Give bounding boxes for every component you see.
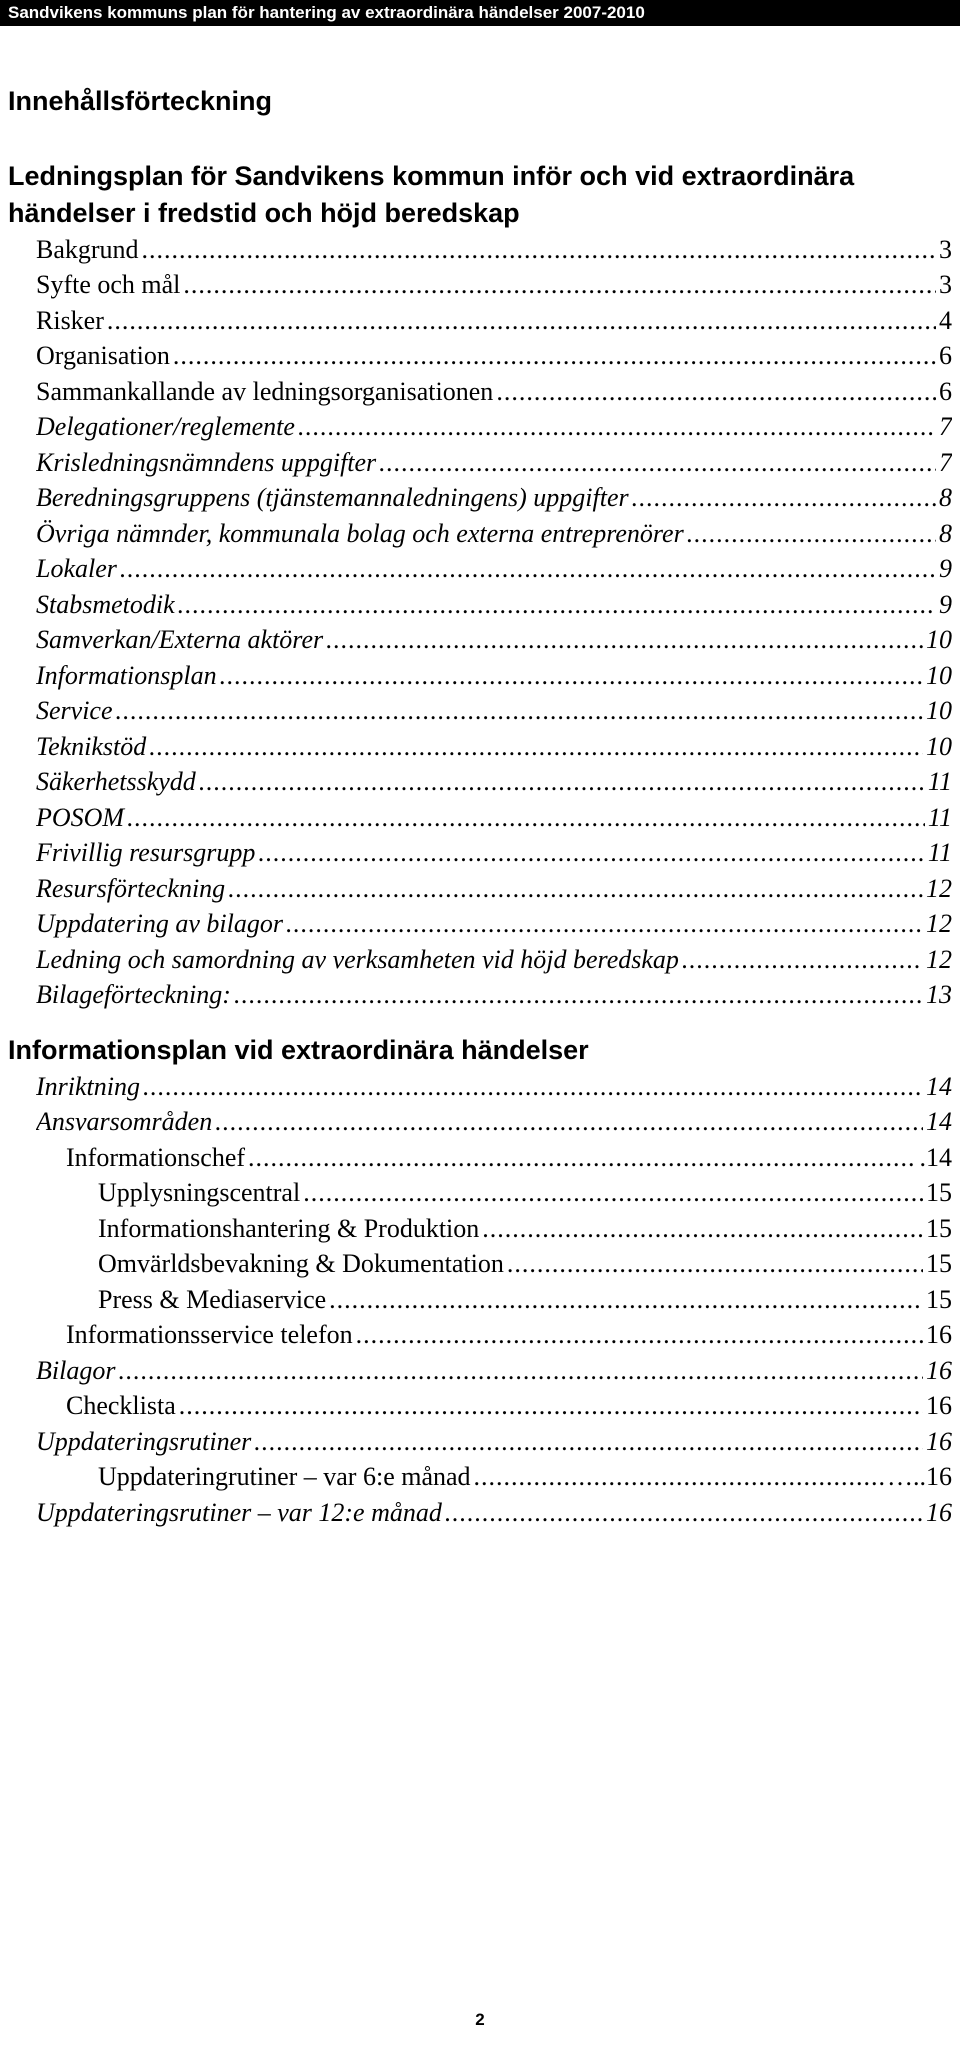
section-1-entry[interactable]: [36, 622, 952, 658]
toc-entry-page: 9: [939, 590, 952, 619]
toc-entry-page: 16: [926, 1356, 952, 1385]
section-2-entry[interactable]: [36, 1495, 952, 1531]
section-2-entry[interactable]: [66, 1140, 952, 1176]
section-1-entry[interactable]: [36, 977, 952, 1013]
toc-entry-title: Uppdateringsrutiner – var 12:e månad: [36, 1498, 442, 1527]
toc-entry-page: 16: [926, 1391, 952, 1420]
section-2-entry[interactable]: [98, 1282, 952, 1318]
toc-dot-leader: [116, 693, 923, 729]
section-2-entry[interactable]: [36, 1424, 952, 1460]
toc-entry-title: Upplysningscentral: [98, 1178, 301, 1207]
toc-entry-title: Frivillig resursgrupp: [36, 838, 256, 867]
toc-dot-leader: [445, 1495, 923, 1531]
toc-entry-title: Resursförteckning: [36, 874, 226, 903]
section-1-entry[interactable]: [36, 587, 952, 623]
toc-entry-page: .14: [919, 1143, 952, 1172]
toc-dot-leader: [118, 1353, 923, 1389]
toc-dot-leader: [379, 445, 936, 481]
section-1-entry[interactable]: [36, 693, 952, 729]
toc-entry-title: Stabsmetodik: [36, 590, 175, 619]
section-1-entry[interactable]: [36, 835, 952, 871]
section-1-entry[interactable]: [36, 729, 952, 765]
toc-entry-title: Bakgrund: [36, 235, 139, 264]
toc-dot-leader: [286, 906, 923, 942]
toc-entry-page: 12: [926, 945, 952, 974]
toc-entry-title: Uppdateringsrutiner: [36, 1427, 252, 1456]
toc-entry-page: 7: [939, 448, 952, 477]
section-2-entry[interactable]: [98, 1175, 952, 1211]
toc-dot-leader: [120, 551, 936, 587]
toc-entry-title: Bilageförteckning:: [36, 980, 231, 1009]
toc-entry-page: 15: [926, 1285, 952, 1314]
toc-dot-leader: [682, 942, 923, 978]
toc-entry-page: 13: [926, 980, 952, 1009]
toc-dot-leader: [474, 1459, 884, 1495]
section-1-entry[interactable]: [36, 942, 952, 978]
toc-entry-page: 16: [926, 1320, 952, 1349]
toc-entry-page: 10: [926, 661, 952, 690]
toc-entry-title: Uppdatering av bilagor: [36, 909, 283, 938]
section-2-entry[interactable]: [66, 1388, 952, 1424]
section-1-entry[interactable]: [36, 480, 952, 516]
section-1-entry[interactable]: [36, 267, 952, 303]
toc-entry-title: Informationsplan: [36, 661, 217, 690]
section-1-entry[interactable]: [36, 338, 952, 374]
toc-entry-page: 8: [939, 483, 952, 512]
toc-entry-title: Informationsservice telefon: [66, 1320, 353, 1349]
toc-entry-title: Delegationer/reglemente: [36, 412, 295, 441]
toc-entry-title: Uppdateringrutiner – var 6:e månad: [98, 1462, 471, 1491]
toc-entry-title: Omvärldsbevakning & Dokumentation: [98, 1249, 504, 1278]
toc-dot-leader: [127, 800, 925, 836]
toc-entry-page: 6: [939, 341, 952, 370]
toc-entry-page: 15: [926, 1178, 952, 1207]
toc-dot-leader: [215, 1104, 923, 1140]
section-2-title: Informationsplan vid extraordinära händelser: [8, 1035, 589, 1065]
section-2-entry[interactable]: [98, 1211, 952, 1247]
toc-entry-page: 9: [939, 554, 952, 583]
toc-entry-page: 10: [926, 732, 952, 761]
toc-entry-page: 7: [939, 412, 952, 441]
toc-entry-page: 6: [939, 377, 952, 406]
section-2-entry[interactable]: [36, 1104, 952, 1140]
toc-dot-leader: [298, 409, 936, 445]
section-1-title-line-2: händelser i fredstid och höjd beredskap: [8, 198, 520, 228]
toc-dot-leader: [199, 764, 925, 800]
toc-entry-title: Organisation: [36, 341, 170, 370]
toc-dot-leader: [179, 1388, 923, 1424]
section-1-entry[interactable]: [36, 445, 952, 481]
toc-dot-leader: [687, 516, 936, 552]
toc-entry-title: Sammankallande av ledningsorganisationen: [36, 377, 494, 406]
toc-dot-leader: [482, 1211, 923, 1247]
section-1-entry[interactable]: [36, 764, 952, 800]
toc-entry-page: 12: [926, 909, 952, 938]
toc-entry-title: Checklista: [66, 1391, 176, 1420]
toc-entry-page: 15: [926, 1214, 952, 1243]
running-header: Sandvikens kommuns plan för hantering av extraordinära händelser 2007-2010: [0, 0, 960, 26]
toc-entry-title: Samverkan/Externa aktörer: [36, 625, 324, 654]
toc-entry-page: 10: [926, 696, 952, 725]
toc-dot-leader: [248, 1140, 916, 1176]
toc-entry-title: Säkerhetsskydd: [36, 767, 196, 796]
toc-entry-page: 3: [939, 235, 952, 264]
toc-dot-leader: [303, 1175, 923, 1211]
toc-entry-page: 11: [927, 838, 952, 867]
toc-entry-page: 4: [939, 306, 952, 335]
toc-entry-page: …..16: [887, 1462, 952, 1491]
toc-entry-title: Informationschef: [66, 1143, 246, 1172]
section-1-entry[interactable]: [36, 871, 952, 907]
toc-dot-leader: [356, 1317, 923, 1353]
toc-entry-title: Service: [36, 696, 113, 725]
toc-entry-page: 11: [927, 803, 952, 832]
toc-dot-leader: [220, 658, 923, 694]
section-1-entry[interactable]: [36, 658, 952, 694]
toc-entry-page: 8: [939, 519, 952, 548]
toc-dot-leader: [107, 303, 936, 339]
section-2-entry[interactable]: [98, 1459, 952, 1495]
section-2-entry[interactable]: [36, 1353, 952, 1389]
toc-dot-leader: [143, 1069, 923, 1105]
toc-entry-title: POSOM: [36, 803, 125, 832]
toc-heading: Innehållsförteckning: [8, 86, 273, 116]
toc-entry-page: 16: [926, 1498, 952, 1527]
toc-dot-leader: [326, 622, 923, 658]
toc-entry-title: Övriga nämnder, kommunala bolag och externa entreprenörer: [36, 519, 684, 548]
toc-entry-title: Beredningsgruppens (tjänstemannaledningens) uppgifter: [36, 483, 629, 512]
toc-dot-leader: [329, 1282, 923, 1318]
toc-entry-title: Lokaler: [36, 554, 117, 583]
section-1-entry[interactable]: [36, 551, 952, 587]
toc-entry-title: Ledning och samordning av verksamheten vid höjd beredskap: [36, 945, 679, 974]
toc-entry-title: Syfte och mål: [36, 270, 181, 299]
section-1-entry[interactable]: [36, 374, 952, 410]
section-1-entry[interactable]: [36, 800, 952, 836]
toc-entry-title: Inriktning: [36, 1072, 140, 1101]
toc-dot-leader: [258, 835, 925, 871]
toc-entry-page: 15: [926, 1249, 952, 1278]
section-1-entry[interactable]: [36, 906, 952, 942]
section-2-entry[interactable]: [36, 1069, 952, 1105]
toc-entry-title: Informationshantering & Produktion: [98, 1214, 480, 1243]
section-2-entry[interactable]: [98, 1246, 952, 1282]
toc-entry-page: 14: [926, 1072, 952, 1101]
section-2-entry[interactable]: [66, 1317, 952, 1353]
section-1-title-line-1: Ledningsplan för Sandvikens kommun inför och vid extraordinära: [8, 161, 855, 191]
toc-entry-page: 14: [926, 1107, 952, 1136]
toc-entry-title: Ansvarsområden: [36, 1107, 213, 1136]
toc-entry-title: Teknikstöd: [36, 732, 147, 761]
toc-entry-page: 3: [939, 270, 952, 299]
toc-dot-leader: [234, 977, 923, 1013]
section-1-entry[interactable]: [36, 516, 952, 552]
toc-entry-title: Press & Mediaservice: [98, 1285, 327, 1314]
section-1-entry[interactable]: [36, 232, 952, 268]
toc-entry-title: Krisledningsnämndens uppgifter: [36, 448, 377, 477]
toc-dot-leader: [496, 374, 936, 410]
page-number: 2: [475, 2010, 485, 2029]
toc-dot-leader: [632, 480, 936, 516]
toc-dot-leader: [183, 267, 936, 303]
toc-dot-leader: [507, 1246, 923, 1282]
toc-dot-leader: [178, 587, 936, 623]
toc-entry-page: 16: [926, 1427, 952, 1456]
toc-dot-leader: [142, 232, 936, 268]
toc-dot-leader: [254, 1424, 923, 1460]
toc-entry-page: 12: [926, 874, 952, 903]
section-1-entry[interactable]: [36, 303, 952, 339]
toc-entry-title: Risker: [36, 306, 104, 335]
toc-entry-page: 11: [927, 767, 952, 796]
toc-entry-page: 10: [926, 625, 952, 654]
toc-dot-leader: [149, 729, 923, 765]
toc-dot-leader: [228, 871, 923, 907]
toc-entry-title: Bilagor: [36, 1356, 116, 1385]
section-1-entry[interactable]: [36, 409, 952, 445]
toc-dot-leader: [173, 338, 936, 374]
